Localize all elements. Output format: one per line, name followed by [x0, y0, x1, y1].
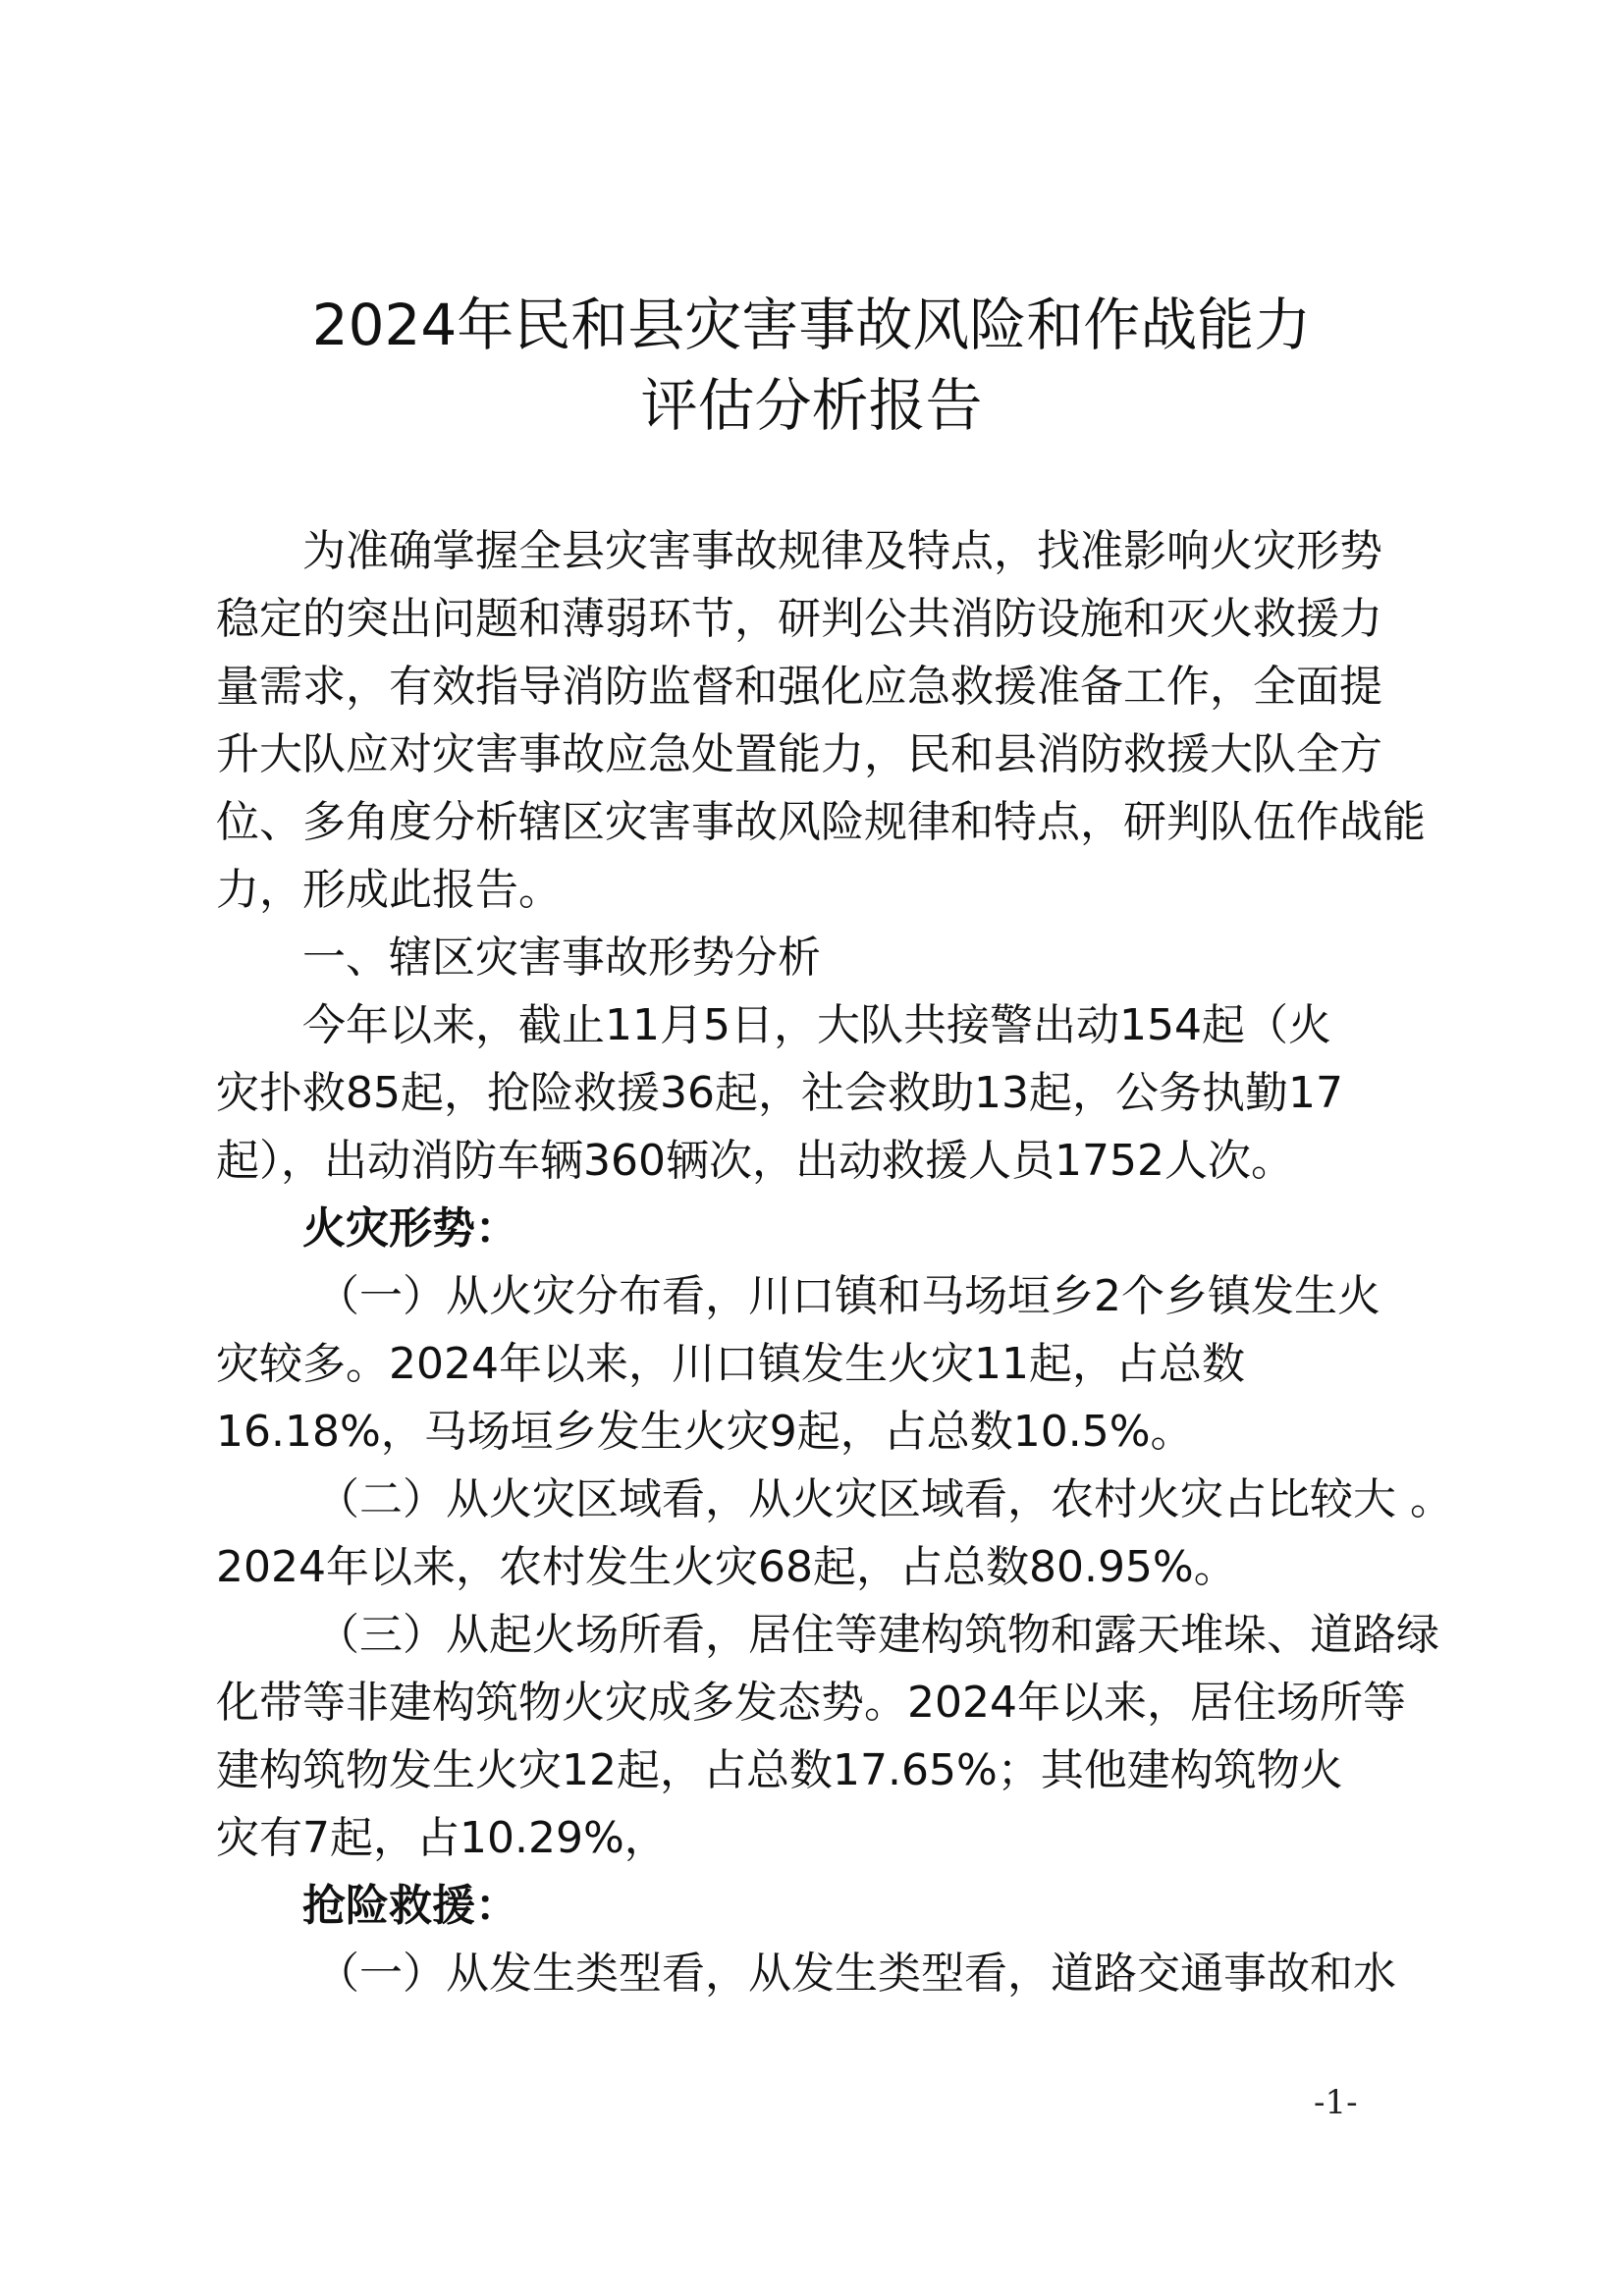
- paragraph-line: 力，形成此报告。: [216, 865, 562, 915]
- paragraph-line: 16.18%，马场垣乡发生火灾9起，占总数10.5%。: [216, 1407, 1194, 1457]
- subsection-heading-fire: 火灾形势：: [302, 1203, 518, 1254]
- paragraph-line: 建构筑物发生火灾12起，占总数17.65%；其他建构筑物火: [216, 1745, 1343, 1795]
- paragraph-line: 灾有7起，占10.29%，: [216, 1813, 668, 1863]
- document-title-line-1: 2024年民和县灾害事故风险和作战能力: [311, 292, 1312, 358]
- paragraph-line: （一）从发生类型看，从发生类型看，道路交通事故和水: [316, 1949, 1396, 1999]
- paragraph-line: 灾较多。2024年以来，川口镇发生火灾11起，占总数: [216, 1339, 1245, 1389]
- paragraph-line: 起），出动消防车辆360辆次，出动救援人员1752人次。: [216, 1136, 1294, 1186]
- paragraph-line: 今年以来，截止11月5日，大队共接警出动154起（火: [302, 1000, 1331, 1050]
- paragraph-line: 2024年以来，农村发生火灾68起，占总数80.95%。: [216, 1542, 1237, 1592]
- paragraph-line: 稳定的突出问题和薄弱环节，研判公共消防设施和灭火救援力: [216, 594, 1382, 644]
- paragraph-line: （二）从火灾区域看，从火灾区域看，农村火灾占比较大 。: [316, 1474, 1453, 1524]
- paragraph-line: 化带等非建构筑物火灾成多发态势。2024年以来，居住场所等: [216, 1678, 1406, 1728]
- document-title-line-2: 评估分析报告: [640, 372, 983, 439]
- paragraph-line: 为准确掌握全县灾害事故规律及特点，找准影响火灾形势: [302, 526, 1382, 576]
- paragraph-line: （三）从起火场所看，居住等建构筑物和露天堆垛、道路绿: [316, 1610, 1439, 1660]
- paragraph-line: 量需求，有效指导消防监督和强化应急救援准备工作，全面提: [216, 662, 1382, 712]
- page-number: -1-: [1314, 2083, 1358, 2122]
- paragraph-line: 灾扑救85起，抢险救援36起，社会救助13起，公务执勤17: [216, 1068, 1343, 1118]
- subsection-heading-rescue: 抢险救援：: [302, 1881, 518, 1931]
- paragraph-line: （一）从火灾分布看，川口镇和马场垣乡2个乡镇发生火: [316, 1271, 1380, 1321]
- section-heading: 一、辖区灾害事故形势分析: [302, 933, 821, 983]
- paragraph-line: 升大队应对灾害事故应急处置能力，民和县消防救援大队全方: [216, 729, 1382, 779]
- paragraph-line: 位、多角度分析辖区灾害事故风险规律和特点，研判队伍作战能: [216, 797, 1426, 847]
